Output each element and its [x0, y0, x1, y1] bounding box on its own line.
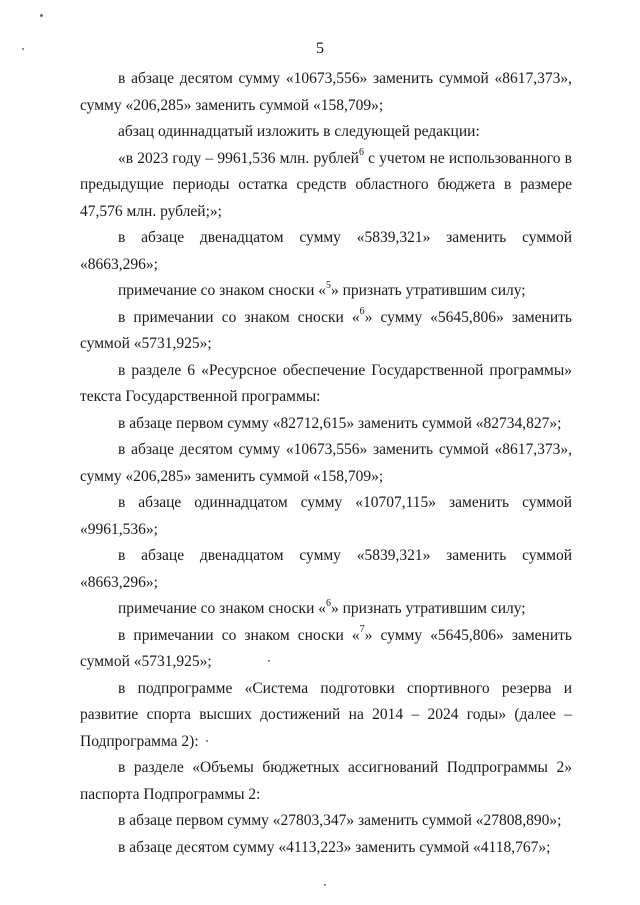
document-body: [80, 66, 572, 861]
paragraph-14: в подпрограмме «Система подготовки спортивного резерва и развитие спорта высших достижений на 2014 – 2024 годы» (далее – Подпрограмма 2):: [80, 679, 572, 750]
footnote-mark: 5: [326, 279, 331, 291]
paragraph-8: в абзаце первом сумму «82712,615» заменить суммой «82734,827»;: [118, 414, 562, 432]
paragraph-1: в абзаце десятом сумму «10673,556» заменить суммой «8617,373», сумму «206,285» заменить суммой «158,709»;: [80, 70, 572, 114]
footnote-mark: 7: [359, 624, 365, 636]
footnote-mark: 6: [359, 306, 365, 318]
scan-speck: [22, 48, 24, 50]
paragraph-5: примечание со знаком сноски «$^5$» признать утратившим силу;: [118, 279, 526, 299]
paragraph-13: в примечании со знаком сноски «$^7$» сумму «5645,806» заменить суммой «5731,925»;: [80, 624, 572, 670]
page-number: 5: [316, 40, 324, 57]
paragraph-4: в абзаце двенадцатом сумму «5839,321» заменить суммой «8663,296»;: [80, 229, 572, 273]
paragraph-3: «в 2023 году – 9961,536 млн. рублей$^6$ с учетом не использованного в предыдущие периоды остатка средств областного бюджета в размере 47,576 млн. рублей;»;: [80, 147, 572, 220]
paragraph-6: в примечании со знаком сноски «$^6$» сумму «5645,806» заменить суммой «5731,925»;: [80, 306, 572, 352]
footnote-mark: 6: [326, 597, 331, 609]
paragraph-2: абзац одиннадцатый изложить в следующей редакции:: [118, 123, 480, 140]
paragraph-17: в абзаце десятом сумму «4113,223» заменить суммой «4118,767»;: [118, 838, 551, 856]
scan-speck: [206, 740, 208, 742]
paragraph-11: в абзаце двенадцатом сумму «5839,321» заменить суммой «8663,296»;: [80, 547, 572, 591]
paragraph-7: в разделе 6 «Ресурсное обеспечение Государственной программы» текста Государственной программы:: [80, 361, 572, 405]
paragraph-9: в абзаце десятом сумму «10673,556» заменить суммой «8617,373», сумму «206,285» заменить суммой «158,709»;: [80, 441, 572, 485]
paragraph-10: в абзаце одиннадцатом сумму «10707,115» заменить суммой «9961,536»;: [80, 494, 572, 538]
paragraph-16: в абзаце первом сумму «27803,347» заменить суммой «27808,890»;: [118, 812, 562, 829]
paragraph-12: примечание со знаком сноски «$^6$» признать утратившим силу;: [118, 597, 526, 617]
scan-speck: [40, 14, 43, 17]
scan-speck: [324, 884, 326, 886]
paragraph-15: в разделе «Объемы бюджетных ассигнований Подпрограммы 2» паспорта Подпрограммы 2:: [80, 759, 572, 803]
footnote-mark: 6: [358, 147, 364, 159]
scan-speck: [268, 660, 270, 662]
